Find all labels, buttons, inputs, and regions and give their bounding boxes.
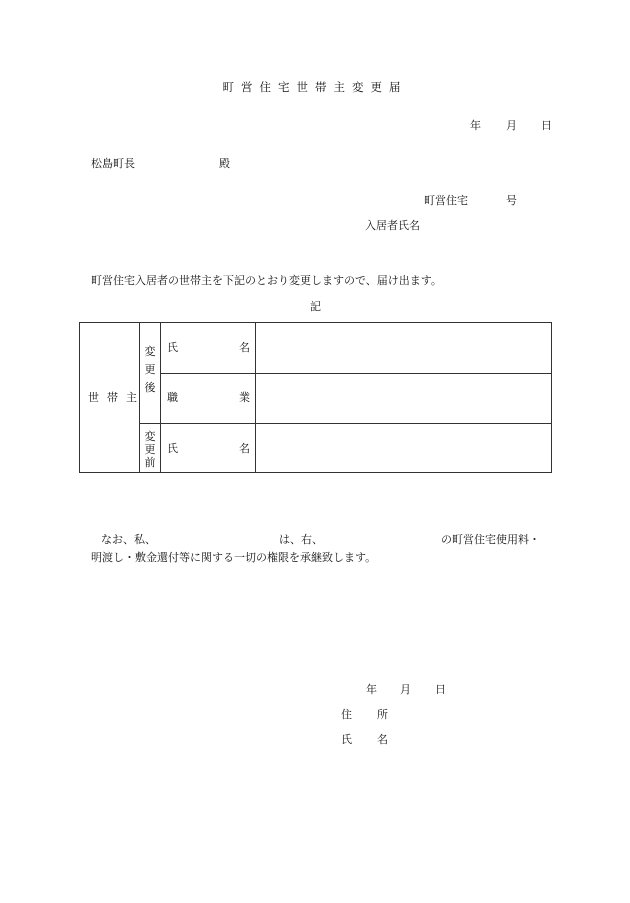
ki-label: 記 [310,300,321,313]
consent-own-name-field[interactable] [155,530,275,548]
new-head-name-field[interactable] [257,325,549,371]
statement-text: 町営住宅入居者の世帯主を下記のとおり変更しますので、届け出ます。 [91,274,442,287]
address-label-b: 所 [377,708,388,721]
occupation-label-b: 業 [239,391,250,404]
date-year-label: 年 [470,119,481,132]
signature-address-field[interactable] [395,704,555,722]
date-day-label: 日 [541,119,552,132]
before-char: 前 [144,456,156,469]
household-change-table [79,322,552,473]
signature-name-field[interactable] [395,729,555,747]
resident-name-field[interactable] [424,214,554,232]
household-head-label: 世帯主 [88,391,145,404]
consent-part2: は、右、 [279,533,323,546]
after-change-label [143,343,157,397]
addressee-name: 松島町長 [91,157,135,170]
form-title: 町営住宅世帯主変更届 [222,80,408,94]
address-label-a: 住 [341,708,352,721]
old-name-label-b: 名 [239,442,250,455]
date-month-label: 月 [506,119,517,132]
resident-name-label: 入居者氏名 [365,219,420,232]
before-char: 更 [144,443,156,456]
addressee-honorific: 殿 [219,157,230,170]
after-char: 後 [144,381,156,394]
consent-part1: なお、私、 [101,533,156,546]
consent-part3: の町営住宅使用料・ [441,533,540,546]
occupation-label-a: 職 [167,391,178,404]
before-char: 変 [144,430,156,443]
new-name-label-b: 名 [239,341,250,354]
table-divider [160,323,161,472]
housing-label: 町営住宅 [424,194,468,207]
previous-head-name-field[interactable] [257,425,549,470]
signature-date-month: 月 [400,683,411,696]
signature-date-year: 年 [366,683,377,696]
unit-number-label: 号 [506,194,517,207]
sign-name-label-a: 氏 [341,733,352,746]
consent-previous-name-field[interactable] [322,530,437,548]
old-name-label-a: 氏 [167,442,178,455]
after-char: 更 [144,363,156,376]
sign-name-label-b: 名 [377,733,388,746]
table-divider [255,323,256,472]
signature-date-day: 日 [435,683,446,696]
new-name-label-a: 氏 [167,341,178,354]
table-divider [140,423,552,424]
occupation-field[interactable] [257,375,549,421]
consent-line2: 明渡し・敷金還付等に関する一切の権限を承継致します。 [91,551,377,564]
before-change-label [143,430,157,469]
table-divider [161,373,552,374]
after-char: 変 [144,345,156,358]
